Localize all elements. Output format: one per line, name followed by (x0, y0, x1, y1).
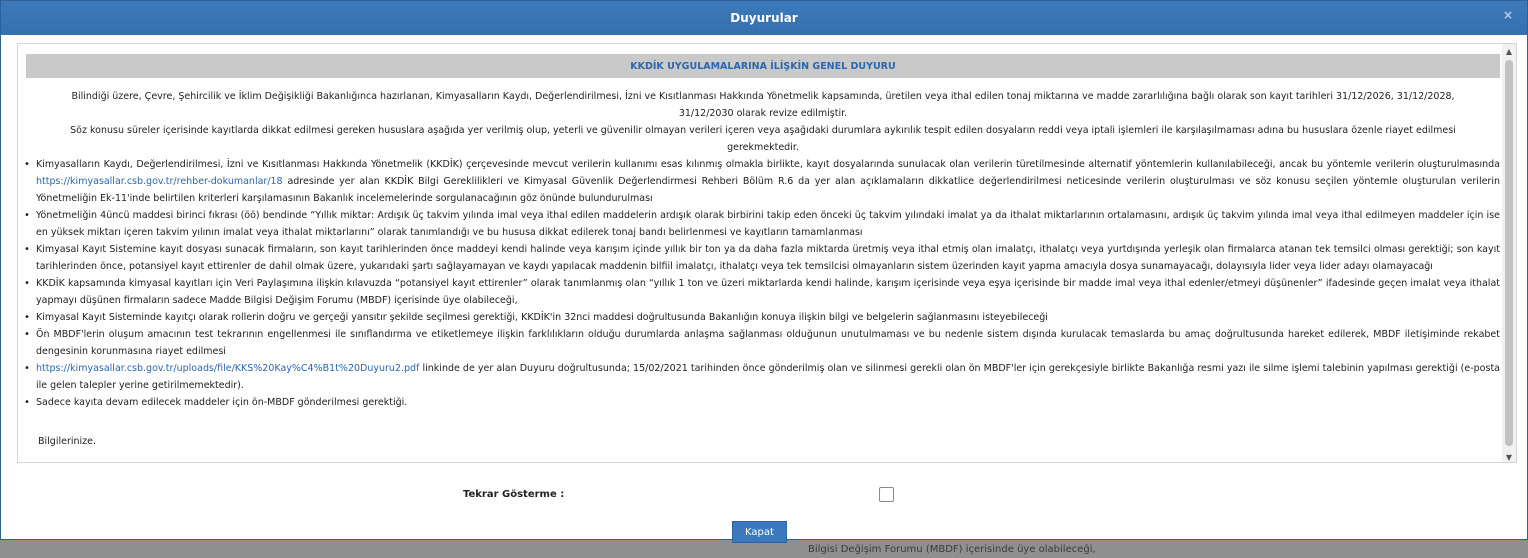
announcement-content (17, 43, 1517, 463)
intro-line-3: Söz konusu süreler içerisinde kayıtlarda dikkat edilmesi gereken hususlara aşağıda yer verilmiş olup, yeterli ve güvenilir olmayan verileri içeren veya aşağıdaki durumlara aykırılık tespit edilen dosyaların reddi veya iptali işlemleri ile karşılaşılmaması adına bu hususlara özenle riayet edilmesi (70, 125, 1456, 136)
intro-line-1: Bilindiği üzere, Çevre, Şehircilik ve İklim Değişikliği Bakanlığınca hazırlanan, Kimyasalların Kaydı, Değerlendirilmesi, İzni ve Kısıtlanması Hakkında Yönetmelik kapsamında, üretilen veya ithal edilen tonaj miktarına ve madde zararlılığına bağlı olarak son kayıt tarihleri 31/12/2026, 31/12/2028, (71, 91, 1455, 102)
list-item: • Yönetmeliğin 4üncü maddesi birinci fıkrası (öö) bendinde “Yıllık miktar: Ardışık üç takvim yılında imal veya ithal edilen maddelerin ardışık olarak birbirini takip eden önceki üç takvim yılındaki imalat ya da ithalat miktarlarının ortalamasını, ardışık üç takvim yılında imal veya ithal edilmeyen maddeler için ise en yüksek miktarı içeren takvim yılının imalat veya ithalat miktarlarını” olarak tanımlandığı ve bu hususa dikkat edilerek tonaj bandı belirlenmesi ve kayıtların tamamlanması (22, 207, 1500, 241)
list-item (22, 156, 1500, 207)
bullet-text: adresinde yer alan KKDİK Bilgi Gereklilikleri ve Kimyasal Güvenlik Değerlendirmesi Rehberi Bölüm R.6 da yer alan açıklamaların dikkatlice değerlendirilmesi neticesinde verilerin oluşturulması ve söz konusu seçilen yöntemle oluşturulan verilerin Yönetmeliğin Ek-11'inde belirtilen kriterleri karşılamasının Bakanlık incelemelerinde sorgulanacağının göz önünde bulundurulması (36, 176, 1500, 204)
list-item: • KKDİK kapsamında kimyasal kayıtları için Veri Paylaşımına ilişkin kılavuzda “potansiyel kayıt ettirenler” olarak tanımlanmış olan “yıllık 1 ton ve üzeri miktarlarda kendi halinde, karışım içerisinde veya eşya içerisinde bir madde imal veya ithal edenler/etmeyi düşünenler” ifadesinde geçen imalat veya ithalat yapmayı düşünen firmaların sadece Madde Bilgisi Değişim Forumu (MBDF) içerisinde üye olabileceği, (22, 275, 1500, 309)
dont-show-label: Tekrar Gösterme : (463, 489, 565, 500)
list-item: • Kimyasal Kayıt Sisteminde kayıtçı olarak rollerin doğru ve gerçeği yansıtır şekilde seçilmesi gerektiği, KKDİK'in 32nci maddesi doğrultusunda Bakanlığın konuya ilişkin bilgi ve belgelerin sağlanmasını isteyebileceği (22, 309, 1500, 326)
announcement-bullets (22, 156, 1500, 411)
intro-line-4: gerekmektedir. (727, 142, 799, 153)
background-text: Bilgisi Değişim Forumu (MBDF) içerisinde üye olabileceği, (808, 544, 1096, 555)
dialog-titlebar (1, 1, 1527, 35)
scroll-down-icon[interactable]: ▼ (1505, 452, 1513, 462)
announcement-intro (26, 88, 1500, 156)
content-scrollbar[interactable] (1502, 44, 1516, 463)
list-item: • Sadece kayıta devam edilecek maddeler için ön-MBDF gönderilmesi gerektiği. (22, 394, 1500, 411)
announcement-header: KKDİK UYGULAMALARINA İLİŞKİN GENEL DUYURU (26, 54, 1500, 78)
pdf-link[interactable]: https://kimyasallar.csb.gov.tr/uploads/file/KKS%20Kay%C4%B1t%20Duyuru2.pdf (36, 363, 420, 374)
bullet-text: Kimyasalların Kaydı, Değerlendirilmesi, İzni ve Kısıtlanması Hakkında Yönetmelik (KKDİK) çerçevesinde mevcut verilerin kullanımı esas kılınmış olmakla birlikte, kayıt dosyalarında sunulacak olan verilerin türetilmesinde alternatif yöntemlerin kullanılabileceği, ancak bu yöntemle verilerin oluşturulmasında (36, 159, 1500, 170)
list-item: • Ön MBDF'lerin oluşum amacının test tekrarının engellenmesi ile sınıflandırma ve etiketlemeye ilişkin farklılıkların olduğu durumlarda anlaşma sağlanması olduğunun unutulmaması ve bu nedenle sistem dışında kurulacak temaslarda bu amaç doğrultusunda hareket edilerek, MBDF iletişiminde rekabet dengesinin korunmasına riayet edilmesi (22, 326, 1500, 360)
close-button[interactable]: Kapat (732, 521, 787, 543)
close-icon[interactable]: × (1502, 8, 1513, 22)
scroll-up-icon[interactable]: ▲ (1505, 46, 1513, 56)
dialog-title: Duyurular (730, 11, 798, 25)
intro-line-2: 31/12/2030 olarak revize edilmiştir. (678, 108, 848, 119)
dont-show-row (1, 485, 1528, 505)
list-item: • Kimyasal Kayıt Sistemine kayıt dosyası sunacak firmaların, son kayıt tarihlerinden önce maddeyi kendi halinde veya karışım içinde yıllık bir ton ya da daha fazla miktarda üretmiş veya ithal etmiş olan imalatçı, ithalatçı veya yurtdışında yerleşik olan firmalarca atanan tek temsilci olması gerektiği; son kayıt tarihlerinden önce, potansiyel kayıt ettirenler de dahil olmak üzere, yukarıdaki şartı sağlayamayan ve kaydı yapılacak maddenin bilfiil imalatçı, ithalatçı veya tek temsilcisi olmayanların sistem üzerinden kayıt yapma amacıyla dosya sunamayacağı, dolayısıyla lider veya lider adayı olamayacağı (22, 241, 1500, 275)
bullet-text: linkinde de yer alan Duyuru doğrultusunda; 15/02/2021 tarihinden önce gönderilmiş olan ve silinmesi gerekli olan ön MBDF'ler için gerekçesiyle birlikte Bakanlığa resmi yazı ile silme işlemi talebinin yapılması gerektiği (e-posta ile gelen talepler yerine getirilmemektedir). (36, 363, 1500, 391)
closing-text: Bilgilerinize. (38, 436, 97, 447)
scroll-thumb[interactable] (1505, 60, 1513, 446)
list-item (22, 360, 1500, 394)
guide-link[interactable]: https://kimyasallar.csb.gov.tr/rehber-dokumanlar/18 (36, 176, 283, 187)
dont-show-checkbox[interactable] (879, 487, 894, 502)
